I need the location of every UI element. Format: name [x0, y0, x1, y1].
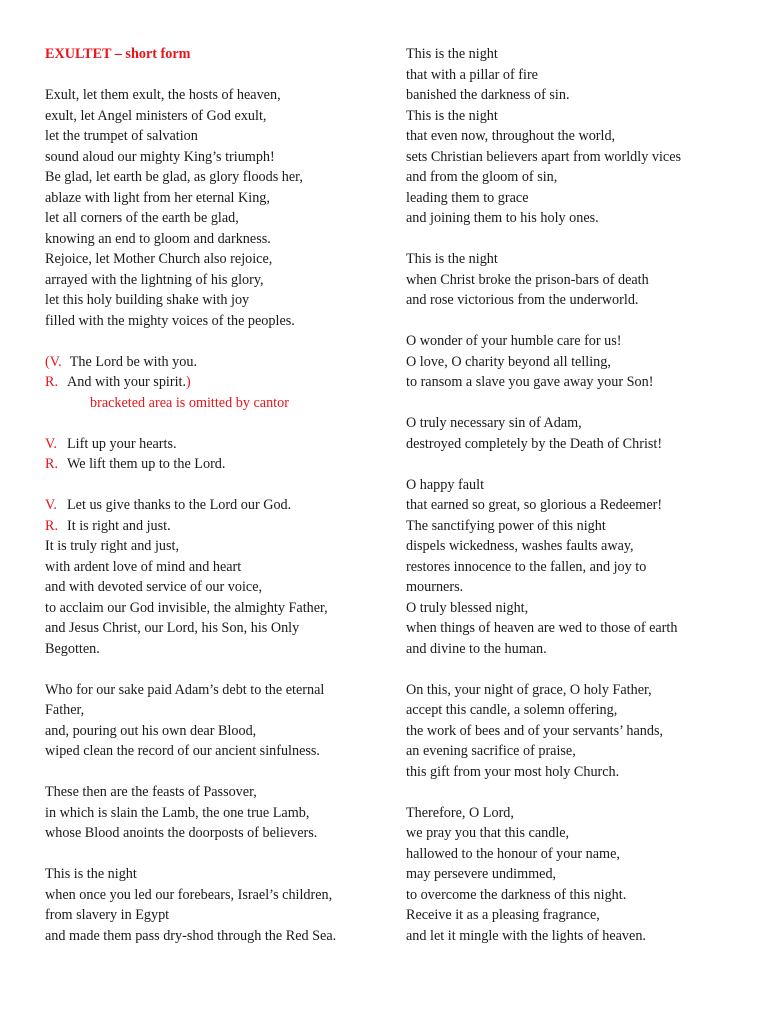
- text-line: On this, your night of grace, O holy Father,: [406, 681, 652, 698]
- versicle-line: [45, 495, 380, 516]
- text-line: that earned so great, so glorious a Redeemer!: [406, 497, 663, 513]
- text-line: Rejoice, let Mother Church also rejoice,: [45, 251, 273, 267]
- text-line: Father,: [45, 702, 85, 718]
- left-column: [45, 44, 380, 946]
- stanza-intro: [45, 85, 380, 331]
- response-label: R.: [45, 374, 59, 390]
- text-line: O love, O charity beyond all telling,: [406, 353, 611, 370]
- text-line: dispels wickedness, washes faults away,: [406, 538, 634, 554]
- text-line: arrayed with the lightning of his glory,: [45, 271, 264, 288]
- text-line: with ardent love of mind and heart: [45, 558, 242, 575]
- text-line: sound aloud our mighty King’s triumph!: [45, 148, 275, 165]
- text-line: and let it mingle with the lights of heaven.: [406, 927, 646, 944]
- versicle-label: V.: [45, 435, 57, 452]
- stanza-preface: [45, 536, 380, 659]
- text-line: may persevere undimmed,: [406, 866, 557, 882]
- open-bracket: (: [45, 353, 50, 370]
- versicle-text: The Lord be with you.: [69, 353, 197, 370]
- text-line: hallowed to the honour of your name,: [406, 845, 620, 862]
- text-line: and rose victorious from the underworld.: [406, 292, 639, 308]
- text-line: exult, let Angel ministers of God exult,: [45, 107, 267, 124]
- text-line: Who for our sake paid Adam’s debt to the eternal: [45, 681, 325, 698]
- text-line: from slavery in Egypt: [45, 907, 170, 923]
- text-line: and with devoted service of our voice,: [45, 579, 263, 595]
- text-line: This is the night: [406, 107, 498, 124]
- text-line: Begotten.: [45, 640, 100, 657]
- stanza-adams-debt: [45, 680, 380, 762]
- text-line: filled with the mighty voices of the peoples.: [45, 312, 295, 329]
- text-line: in which is slain the Lamb, the one true Lamb,: [45, 804, 310, 821]
- text-line: This is the night: [45, 866, 137, 882]
- text-line: O truly blessed night,: [406, 599, 529, 616]
- text-line: These then are the feasts of Passover,: [45, 784, 257, 800]
- text-line: and joining them to his holy ones.: [406, 210, 599, 226]
- text-line: to ransom a slave you gave away your Son!: [406, 374, 654, 390]
- stanza-prison-bars: [406, 249, 746, 311]
- text-line: banished the darkness of sin.: [406, 87, 570, 103]
- text-line: let the trumpet of salvation: [45, 128, 198, 144]
- text-line: This is the night: [406, 251, 498, 267]
- text-line: accept this candle, a solemn offering,: [406, 702, 618, 718]
- response-text: We lift them up to the Lord.: [67, 456, 226, 472]
- stanza-therefore: [406, 803, 746, 947]
- dialogue-give-thanks: [45, 495, 380, 536]
- text-line: this gift from your most holy Church.: [406, 763, 620, 780]
- versicle-text: Lift up your hearts.: [67, 435, 177, 452]
- text-line: leading them to grace: [406, 189, 529, 206]
- text-line: to acclaim our God invisible, the almighty Father,: [45, 599, 328, 616]
- stanza-pillar-of-fire: [406, 44, 746, 229]
- stanza-red-sea: [45, 864, 380, 946]
- text-line: Be glad, let earth be glad, as glory floods her,: [45, 169, 303, 185]
- response-line: [45, 516, 380, 537]
- text-line: O wonder of your humble care for us!: [406, 333, 622, 349]
- text-line: when once you led our forebears, Israel’s children,: [45, 886, 333, 903]
- response-line: [45, 372, 380, 393]
- page-title: EXULTET – short form: [45, 46, 191, 62]
- text-line: restores innocence to the fallen, and joy to: [406, 558, 647, 575]
- text-line: the work of bees and of your servants’ hands,: [406, 722, 664, 739]
- text-line: to overcome the darkness of this night.: [406, 886, 627, 903]
- text-line: Therefore, O Lord,: [406, 804, 514, 821]
- stanza-wonder: [406, 331, 746, 393]
- text-line: and, pouring out his own dear Blood,: [45, 722, 257, 739]
- text-line: wiped clean the record of our ancient sinfulness.: [45, 743, 320, 759]
- text-line: mourners.: [406, 579, 464, 595]
- stanza-passover: [45, 782, 380, 844]
- text-line: O happy fault: [406, 476, 485, 493]
- text-line: destroyed completely by the Death of Christ!: [406, 435, 663, 452]
- versicle-label: V.: [49, 353, 62, 370]
- text-line: let all corners of the earth be glad,: [45, 210, 239, 226]
- text-line: Exult, let them exult, the hosts of heaven,: [45, 87, 281, 103]
- cantor-note: bracketed area is omitted by cantor: [90, 394, 289, 411]
- stanza-night-of-grace: [406, 680, 746, 783]
- text-line: and from the gloom of sin,: [406, 169, 558, 185]
- response-label: R.: [45, 517, 59, 534]
- text-line: sets Christian believers apart from worldly vices: [406, 148, 682, 165]
- versicle-line: [45, 434, 380, 455]
- response-text: It is right and just.: [67, 517, 171, 534]
- stanza-necessary-sin: [406, 413, 746, 454]
- text-line: and made them pass dry-shod through the Red Sea.: [45, 927, 337, 944]
- dialogue-lift-up-hearts: [45, 434, 380, 475]
- versicle-text: Let us give thanks to the Lord our God.: [67, 497, 292, 513]
- text-line: This is the night: [406, 46, 498, 62]
- text-line: ablaze with light from her eternal King,: [45, 189, 270, 206]
- text-line: we pray you that this candle,: [406, 825, 570, 841]
- versicle-label: V.: [45, 497, 57, 513]
- text-line: The sanctifying power of this night: [406, 517, 606, 534]
- versicle-line: [45, 352, 380, 373]
- text-line: let this holy building shake with joy: [45, 292, 250, 308]
- stanza-happy-fault: [406, 475, 746, 660]
- response-text: And with your spirit.: [67, 374, 187, 390]
- text-line: It is truly right and just,: [45, 538, 179, 554]
- close-bracket: ): [186, 374, 191, 390]
- text-line: that even now, throughout the world,: [406, 128, 616, 144]
- text-line: whose Blood anoints the doorposts of believers.: [45, 825, 318, 841]
- right-column: [406, 44, 746, 946]
- text-line: O truly necessary sin of Adam,: [406, 415, 582, 431]
- text-line: knowing an end to gloom and darkness.: [45, 230, 271, 247]
- dialogue-lord-be-with-you: [45, 352, 380, 414]
- text-line: and divine to the human.: [406, 640, 547, 657]
- response-line: [45, 454, 380, 475]
- text-line: when Christ broke the prison-bars of death: [406, 271, 649, 288]
- text-line: an evening sacrifice of praise,: [406, 743, 576, 759]
- text-line: when things of heaven are wed to those of earth: [406, 620, 678, 636]
- text-line: Receive it as a pleasing fragrance,: [406, 907, 600, 923]
- response-label: R.: [45, 456, 59, 472]
- text-line: and Jesus Christ, our Lord, his Son, his Only: [45, 620, 300, 636]
- text-line: that with a pillar of fire: [406, 66, 538, 83]
